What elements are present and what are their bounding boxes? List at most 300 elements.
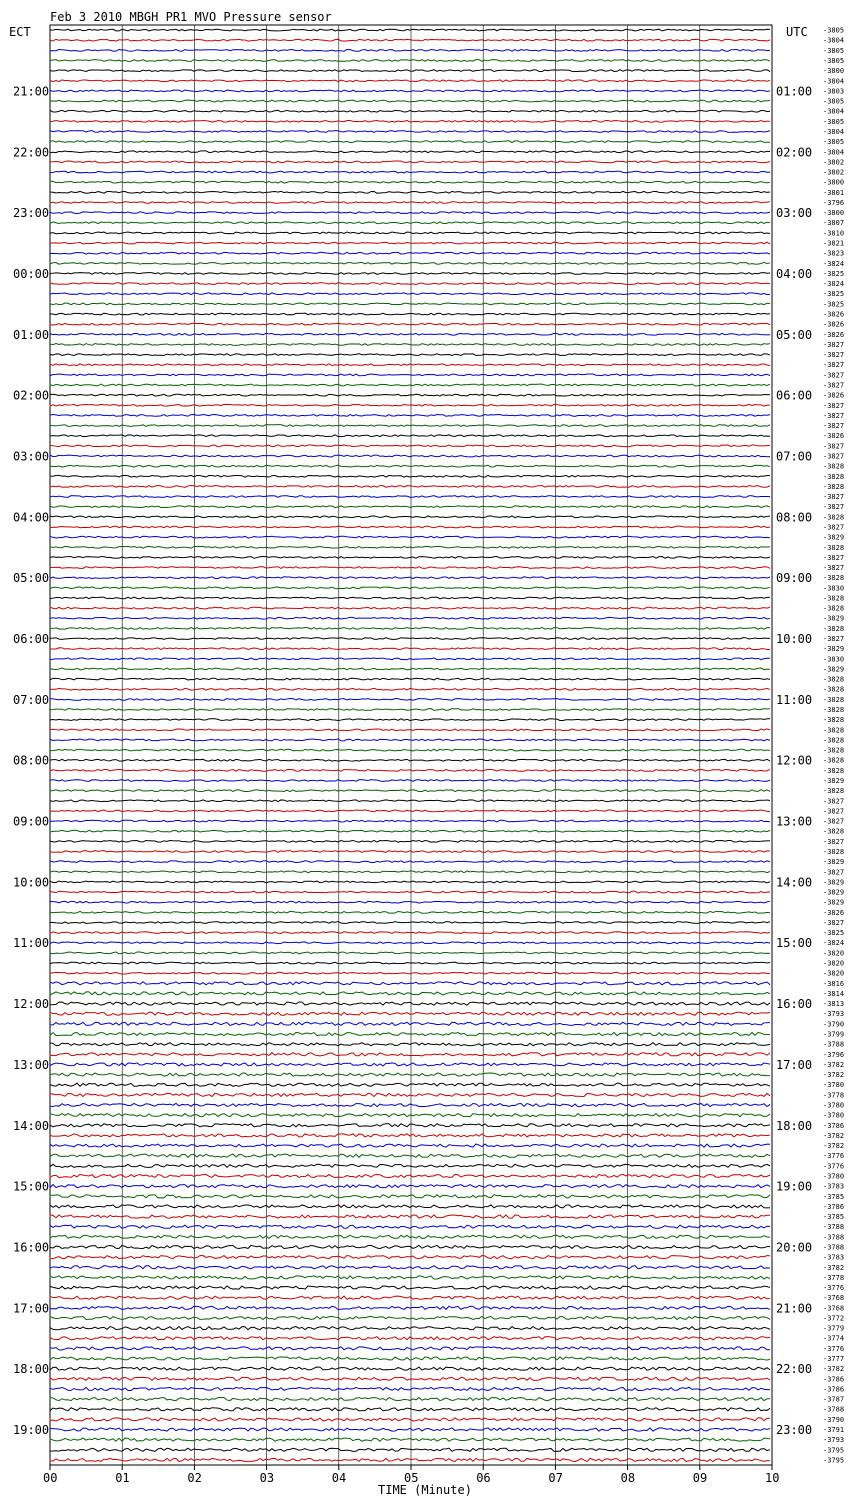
utc-hour-label: 12:00 [776, 753, 813, 768]
chart-title: Feb 3 2010 MBGH PR1 MVO Pressure sensor [50, 10, 332, 24]
trace-line [50, 1397, 770, 1400]
trace-line [50, 567, 770, 569]
trace-value-label: -3828 [823, 472, 845, 481]
trace-line [50, 790, 770, 792]
trace-value-label: -3820 [823, 959, 845, 968]
trace-line [50, 617, 770, 619]
trace-value-label: -3788 [823, 1243, 845, 1252]
utc-hour-label: 17:00 [776, 1057, 813, 1072]
trace-value-label: -3827 [823, 351, 845, 360]
trace-value-label: -3796 [823, 1050, 845, 1059]
trace-line [50, 394, 770, 396]
trace-value-label: -3805 [823, 46, 845, 55]
trace-value-label: -3782 [823, 1365, 845, 1374]
trace-value-label: -3828 [823, 706, 845, 715]
trace-line [50, 1012, 770, 1015]
trace-line [50, 911, 770, 913]
trace-line [50, 110, 770, 112]
trace-value-label: -3772 [823, 1314, 845, 1323]
trace-value-label: -3825 [823, 269, 845, 278]
trace-value-label: -3828 [823, 716, 845, 725]
trace-value-label: -3814 [823, 989, 845, 998]
trace-line [50, 486, 770, 488]
trace-value-labels [823, 27, 844, 1465]
trace-value-label: -3828 [823, 787, 845, 796]
trace-line [50, 1215, 770, 1218]
trace-line [50, 303, 770, 305]
utc-hour-label: 22:00 [776, 1362, 813, 1377]
trace-line [50, 628, 770, 630]
trace-line [50, 1174, 770, 1177]
ect-hour-label: 09:00 [13, 814, 50, 829]
trace-value-label: -3783 [823, 1182, 845, 1191]
trace-value-label: -3827 [823, 523, 845, 532]
trace-line [50, 222, 770, 224]
trace-value-label: -3804 [823, 107, 845, 116]
trace-line [50, 39, 770, 41]
trace-line [50, 577, 770, 579]
trace-value-label: -3785 [823, 1192, 845, 1201]
trace-value-label: -3802 [823, 158, 845, 167]
trace-line [50, 1245, 770, 1248]
trace-value-label: -3793 [823, 1010, 845, 1019]
trace-value-label: -3827 [823, 918, 845, 927]
trace-value-label: -3813 [823, 1000, 845, 1009]
x-tick-label: 03 [259, 1471, 275, 1485]
trace-value-label: -3828 [823, 695, 845, 704]
trace-line [50, 141, 770, 143]
trace-lines [50, 29, 770, 1461]
trace-value-label: -3786 [823, 1202, 845, 1211]
ect-hour-label: 07:00 [13, 692, 50, 707]
trace-line [50, 992, 770, 995]
trace-value-label: -3829 [823, 898, 845, 907]
trace-line [50, 769, 770, 771]
x-tick-label: 02 [187, 1471, 202, 1485]
trace-line [50, 455, 770, 457]
trace-line [50, 202, 770, 204]
trace-value-label: -3828 [823, 736, 845, 745]
trace-line [50, 749, 770, 751]
trace-value-label: -3827 [823, 807, 845, 816]
utc-hour-label: 01:00 [776, 84, 813, 99]
trace-line [50, 131, 770, 133]
ect-hour-labels [13, 84, 49, 1437]
trace-value-label: -3827 [823, 411, 845, 420]
trace-value-label: -3824 [823, 939, 845, 948]
ect-hour-label: 06:00 [13, 632, 50, 647]
trace-line [50, 932, 770, 934]
x-tick-label: 09 [692, 1471, 708, 1485]
ect-zone-label: ECT [9, 25, 31, 39]
trace-value-label: -3810 [823, 229, 845, 238]
trace-line [50, 313, 770, 315]
trace-value-label: -3787 [823, 1395, 845, 1404]
ect-hour-label: 14:00 [13, 1118, 50, 1133]
trace-line [50, 729, 770, 731]
trace-value-label: -3826 [823, 310, 845, 319]
ect-hour-label: 12:00 [13, 997, 50, 1012]
trace-line [50, 70, 770, 72]
trace-value-label: -3829 [823, 614, 845, 623]
trace-line [50, 1205, 770, 1208]
trace-value-label: -3805 [823, 26, 845, 35]
trace-line [50, 952, 770, 954]
trace-line [50, 475, 770, 477]
trace-line [50, 333, 770, 335]
trace-value-label: -3829 [823, 645, 845, 654]
trace-line [50, 212, 770, 214]
trace-value-label: -3776 [823, 1152, 845, 1161]
utc-zone-label: UTC [786, 25, 808, 39]
trace-line [50, 1043, 770, 1046]
trace-value-label: -3827 [823, 381, 845, 390]
trace-value-label: -3827 [823, 837, 845, 846]
trace-value-label: -3804 [823, 148, 845, 157]
x-tick-label: 08 [620, 1471, 636, 1485]
ect-hour-label: 17:00 [13, 1301, 50, 1316]
trace-value-label: -3802 [823, 168, 845, 177]
x-tick-label: 05 [404, 1471, 419, 1485]
ect-hour-label: 05:00 [13, 571, 50, 586]
trace-line [50, 1185, 770, 1188]
trace-line [50, 800, 770, 802]
trace-value-label: -3826 [823, 432, 845, 441]
trace-value-label: -3776 [823, 1344, 845, 1353]
trace-line [50, 587, 770, 589]
trace-line [50, 1073, 770, 1076]
trace-value-label: -3824 [823, 280, 845, 289]
x-axis-label: TIME (Minute) [378, 1483, 472, 1497]
trace-line [50, 688, 770, 690]
trace-line [50, 1458, 770, 1461]
trace-line [50, 780, 770, 782]
trace-line [50, 1316, 770, 1319]
trace-value-label: -3827 [823, 635, 845, 644]
trace-value-label: -3828 [823, 574, 845, 583]
trace-value-label: -3800 [823, 209, 845, 218]
ect-hour-label: 21:00 [13, 84, 50, 99]
trace-value-label: -3783 [823, 1253, 845, 1262]
trace-value-label: -3782 [823, 1263, 845, 1272]
trace-value-label: -3829 [823, 878, 845, 887]
trace-value-label: -3788 [823, 1405, 845, 1414]
trace-line [50, 1063, 770, 1066]
utc-hour-label: 02:00 [776, 145, 813, 160]
trace-line [50, 1306, 770, 1309]
trace-value-label: -3829 [823, 858, 845, 867]
trace-line [50, 445, 770, 447]
utc-hour-label: 09:00 [776, 571, 813, 586]
ect-hour-label: 03:00 [13, 449, 50, 464]
trace-line [50, 536, 770, 538]
trace-value-label: -3782 [823, 1071, 845, 1080]
ect-hour-label: 04:00 [13, 510, 50, 525]
trace-line [50, 1347, 770, 1350]
trace-value-label: -3774 [823, 1334, 845, 1343]
trace-value-label: -3777 [823, 1355, 845, 1364]
trace-line [50, 1286, 770, 1289]
ect-hour-label: 18:00 [13, 1362, 50, 1377]
x-tick-label: 01 [115, 1471, 130, 1485]
trace-line [50, 1002, 770, 1005]
trace-value-label: -3805 [823, 117, 845, 126]
trace-line [50, 1367, 770, 1370]
trace-value-label: -3768 [823, 1294, 845, 1303]
trace-line [50, 435, 770, 437]
trace-line [50, 557, 770, 559]
trace-value-label: -3827 [823, 503, 845, 512]
ect-hour-label: 23:00 [13, 206, 50, 221]
utc-hour-labels [776, 84, 812, 1437]
ect-hour-label: 13:00 [13, 1057, 50, 1072]
trace-line [50, 820, 770, 822]
trace-line [50, 830, 770, 832]
trace-value-label: -3827 [823, 564, 845, 573]
trace-line [50, 1144, 770, 1147]
trace-value-label: -3829 [823, 665, 845, 674]
trace-line [50, 354, 770, 356]
trace-line [50, 384, 770, 386]
trace-line [50, 242, 770, 244]
trace-line [50, 1448, 770, 1451]
trace-line [50, 323, 770, 325]
trace-value-label: -3824 [823, 259, 845, 268]
trace-line [50, 506, 770, 508]
trace-line [50, 100, 770, 102]
trace-value-label: -3825 [823, 929, 845, 938]
trace-value-label: -3788 [823, 1040, 845, 1049]
trace-value-label: -3826 [823, 391, 845, 400]
trace-line [50, 120, 770, 122]
trace-line [50, 1225, 770, 1228]
trace-line [50, 364, 770, 366]
trace-line [50, 739, 770, 741]
trace-value-label: -3804 [823, 127, 845, 136]
trace-value-label: -3827 [823, 817, 845, 826]
trace-line [50, 982, 770, 985]
utc-hour-label: 08:00 [776, 510, 813, 525]
trace-value-label: -3828 [823, 482, 845, 491]
trace-line [50, 1154, 770, 1157]
trace-line [50, 262, 770, 264]
trace-value-label: -3827 [823, 493, 845, 502]
trace-value-label: -3786 [823, 1375, 845, 1384]
trace-value-label: -3828 [823, 746, 845, 755]
trace-value-label: -3827 [823, 422, 845, 431]
utc-hour-label: 16:00 [776, 997, 813, 1012]
trace-line [50, 699, 770, 701]
trace-value-label: -3827 [823, 442, 845, 451]
utc-hour-label: 15:00 [776, 936, 813, 951]
trace-line [50, 1195, 770, 1198]
trace-value-label: -3825 [823, 300, 845, 309]
trace-line [50, 607, 770, 609]
trace-value-label: -3782 [823, 1131, 845, 1140]
trace-value-label: -3827 [823, 452, 845, 461]
x-tick-label: 04 [331, 1471, 347, 1485]
trace-line [50, 1276, 770, 1279]
trace-line [50, 283, 770, 285]
utc-hour-label: 11:00 [776, 692, 813, 707]
trace-line [50, 232, 770, 234]
trace-line [50, 1428, 770, 1431]
trace-value-label: -3828 [823, 594, 845, 603]
trace-value-label: -3828 [823, 675, 845, 684]
trace-value-label: -3821 [823, 239, 845, 248]
trace-line [50, 962, 770, 964]
trace-value-label: -3800 [823, 178, 845, 187]
trace-line [50, 404, 770, 406]
ect-hour-label: 19:00 [13, 1423, 50, 1438]
trace-line [50, 881, 770, 883]
trace-value-label: -3805 [823, 97, 845, 106]
trace-line [50, 972, 770, 974]
trace-line [50, 1053, 770, 1056]
trace-value-label: -3828 [823, 462, 845, 471]
trace-value-label: -3795 [823, 1446, 845, 1455]
trace-value-label: -3827 [823, 868, 845, 877]
trace-value-label: -3827 [823, 340, 845, 349]
trace-line [50, 1408, 770, 1411]
trace-value-label: -3829 [823, 888, 845, 897]
trace-value-label: -3828 [823, 827, 845, 836]
trace-value-label: -3791 [823, 1426, 845, 1435]
trace-line [50, 668, 770, 670]
trace-value-label: -3788 [823, 1223, 845, 1232]
trace-value-label: -3799 [823, 1030, 845, 1039]
utc-hour-label: 21:00 [776, 1301, 813, 1316]
trace-value-label: -3828 [823, 726, 845, 735]
trace-value-label: -3828 [823, 604, 845, 613]
trace-line [50, 1266, 770, 1269]
x-tick-label: 00 [43, 1471, 58, 1485]
trace-value-label: -3778 [823, 1091, 845, 1100]
trace-value-label: -3828 [823, 847, 845, 856]
trace-line [50, 374, 770, 376]
trace-line [50, 1438, 770, 1441]
trace-value-label: -3786 [823, 1121, 845, 1130]
ect-hour-label: 16:00 [13, 1240, 50, 1255]
trace-line [50, 871, 770, 873]
trace-line [50, 496, 770, 498]
trace-line [50, 171, 770, 173]
x-axis-ticks [43, 1465, 779, 1485]
trace-value-label: -3786 [823, 1385, 845, 1394]
trace-value-label: -3828 [823, 766, 845, 775]
utc-hour-label: 05:00 [776, 327, 813, 342]
ect-hour-label: 08:00 [13, 753, 50, 768]
trace-value-label: -3807 [823, 219, 845, 228]
utc-hour-label: 18:00 [776, 1118, 813, 1133]
trace-value-label: -3800 [823, 67, 845, 76]
trace-value-label: -3779 [823, 1324, 845, 1333]
utc-hour-label: 20:00 [776, 1240, 813, 1255]
trace-line [50, 1256, 770, 1259]
trace-value-label: -3827 [823, 371, 845, 380]
trace-line [50, 1337, 770, 1340]
trace-value-label: -3782 [823, 1060, 845, 1069]
utc-hour-label: 13:00 [776, 814, 813, 829]
trace-line [50, 901, 770, 903]
x-tick-label: 10 [765, 1471, 780, 1485]
trace-value-label: -3795 [823, 1456, 845, 1465]
utc-hour-label: 07:00 [776, 449, 813, 464]
trace-value-label: -3828 [823, 685, 845, 694]
trace-line [50, 80, 770, 82]
trace-line [50, 191, 770, 193]
trace-value-label: -3780 [823, 1111, 845, 1120]
trace-value-label: -3827 [823, 401, 845, 410]
trace-value-label: -3830 [823, 584, 845, 593]
utc-hour-label: 14:00 [776, 875, 813, 890]
trace-line [50, 759, 770, 761]
trace-line [50, 415, 770, 417]
trace-line [50, 861, 770, 863]
trace-value-label: -3790 [823, 1415, 845, 1424]
trace-line [50, 810, 770, 812]
trace-line [50, 526, 770, 528]
x-tick-label: 07 [548, 1471, 563, 1485]
trace-line [50, 1093, 770, 1096]
trace-line [50, 181, 770, 183]
trace-value-label: -3780 [823, 1101, 845, 1110]
trace-line [50, 425, 770, 427]
trace-line [50, 252, 770, 254]
trace-value-label: -3803 [823, 87, 845, 96]
trace-line [50, 1083, 770, 1086]
trace-line [50, 465, 770, 467]
trace-line [50, 49, 770, 51]
trace-value-label: -3804 [823, 36, 845, 45]
trace-value-label: -3796 [823, 198, 845, 207]
trace-line [50, 1418, 770, 1421]
x-tick-label: 06 [476, 1471, 491, 1485]
trace-line [50, 1235, 770, 1238]
trace-line [50, 293, 770, 295]
trace-value-label: -3826 [823, 320, 845, 329]
trace-line [50, 638, 770, 640]
trace-value-label: -3776 [823, 1284, 845, 1293]
trace-line [50, 1164, 770, 1167]
trace-line [50, 151, 770, 153]
utc-hour-label: 06:00 [776, 388, 813, 403]
trace-value-label: -3782 [823, 1142, 845, 1151]
trace-line [50, 1103, 770, 1106]
trace-value-label: -3776 [823, 1162, 845, 1171]
trace-value-label: -3780 [823, 1172, 845, 1181]
trace-value-label: -3827 [823, 553, 845, 562]
trace-line [50, 709, 770, 711]
trace-line [50, 658, 770, 660]
trace-value-label: -3768 [823, 1304, 845, 1313]
trace-line [50, 840, 770, 842]
trace-value-label: -3804 [823, 77, 845, 86]
trace-value-label: -3823 [823, 249, 845, 258]
trace-line [50, 922, 770, 924]
trace-value-label: -3828 [823, 543, 845, 552]
utc-hour-label: 23:00 [776, 1423, 813, 1438]
trace-line [50, 648, 770, 650]
trace-line [50, 90, 770, 92]
trace-line [50, 516, 770, 518]
trace-line [50, 1134, 770, 1137]
trace-line [50, 1114, 770, 1117]
trace-value-label: -3826 [823, 330, 845, 339]
minute-gridlines [122, 25, 700, 1465]
trace-line [50, 851, 770, 853]
trace-value-label: -3793 [823, 1436, 845, 1445]
